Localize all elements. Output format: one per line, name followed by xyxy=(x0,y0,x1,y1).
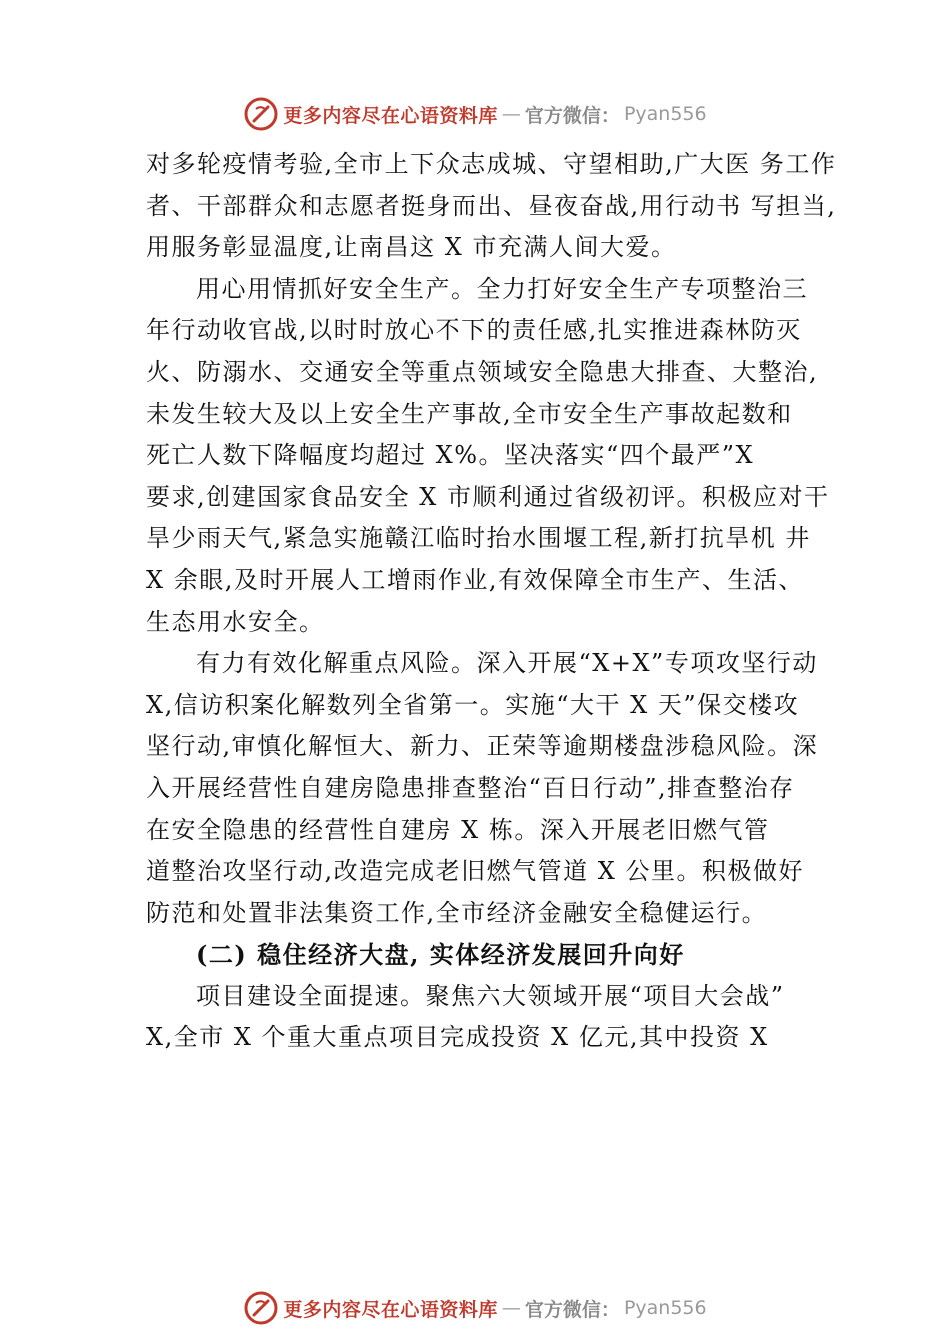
paragraph-start-line: 有力有效化解重点风险。深入开展“X+X”专项攻坚行动 xyxy=(196,649,818,678)
text-line: 死亡人数下降幅度均超过 X%。坚决落实“四个最严”X xyxy=(146,441,755,470)
text-line: 火、防溺水、交通安全等重点领域安全隐患大排查、大整治, xyxy=(146,357,819,386)
text-line: 未发生较大及以上安全生产事故,全市安全生产事故起数和 xyxy=(146,399,793,428)
watermark-sub-text: 官方微信： xyxy=(524,104,620,127)
text-line: 在安全隐患的经营性自建房 X 栋。深入开展老旧燃气管 xyxy=(146,815,770,844)
watermark-main-text: 更多内容尽在心语资料库 xyxy=(283,104,498,127)
text-line: X,信访积案化解数列全省第一。实施“大干 X 天”保交楼攻 xyxy=(146,690,800,719)
document-body xyxy=(146,144,837,1059)
text-line: 坚行动,审慎化解恒大、新力、正荣等逾期楼盘涉稳风险。深 xyxy=(146,732,819,761)
section-heading: (二) 稳住经济大盘, 实体经济发展回升向好 xyxy=(196,940,685,970)
text-line: X,全市 X 个重大重点项目完成投资 X 亿元,其中投资 X xyxy=(146,1023,769,1052)
watermark-main-text: 更多内容尽在心语资料库 xyxy=(283,1298,498,1321)
seal-logo-icon xyxy=(243,1290,279,1326)
text-line: 要求,创建国家食品安全 X 市顺利通过省级初评。积极应对干 xyxy=(146,482,830,511)
watermark-account: Pyan556 xyxy=(623,103,707,125)
paragraph-start-line: 用心用情抓好安全生产。全力打好安全生产专项整治三 xyxy=(196,274,808,303)
seal-logo-icon xyxy=(243,96,279,132)
paragraph-start-line: 项目建设全面提速。聚焦六大领域开展“项目大会战” xyxy=(196,981,785,1010)
text-line: 生态用水安全。 xyxy=(146,607,325,636)
text-line: 道整治攻坚行动,改造完成老旧燃气管道 X 公里。积极做好 xyxy=(146,857,804,886)
text-line: 年行动收官战,以时时放心不下的责任感,扎实推进森林防灭 xyxy=(146,316,802,345)
watermark-sub-text: 官方微信： xyxy=(524,1298,620,1321)
watermark-dash: — xyxy=(501,103,521,125)
watermark-dash: — xyxy=(501,1297,521,1319)
watermark-account: Pyan556 xyxy=(623,1297,707,1319)
text-line: 对多轮疫情考验,全市上下众志成城、守望相助,广大医 务工作 xyxy=(146,150,837,178)
text-line: 用服务彰显温度,让南昌这 X 市充满人间大爱。 xyxy=(146,233,677,262)
text-line: 入开展经营性自建房隐患排查整治“百日行动”,排查整治存 xyxy=(146,773,795,802)
footer-watermark xyxy=(0,1288,950,1328)
header-watermark xyxy=(0,94,950,134)
text-line: 防范和处置非法集资工作,全市经济金融安全稳健运行。 xyxy=(146,898,768,927)
text-line: 旱少雨天气,紧急实施赣江临时抬水围堰工程,新打抗旱机 井 xyxy=(146,524,811,553)
text-line: X 余眼,及时开展人工增雨作业,有效保障全市生产、生活、 xyxy=(146,565,804,594)
text-line: 者、干部群众和志愿者挺身而出、昼夜奋战,用行动书 写担当, xyxy=(146,191,837,220)
